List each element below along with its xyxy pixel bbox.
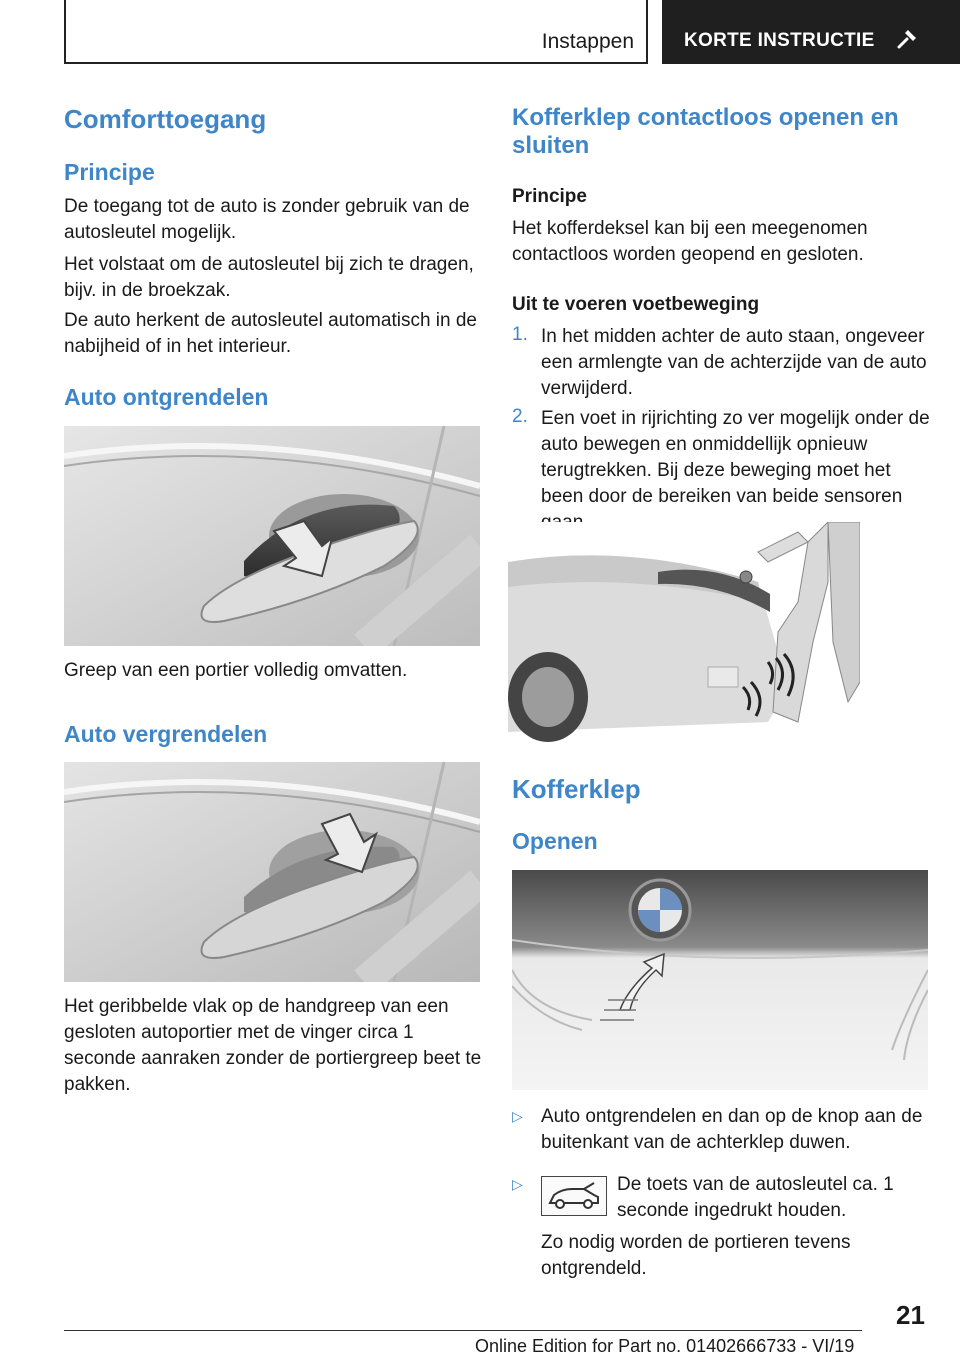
foot-gesture-image xyxy=(508,522,860,742)
header-chapter-label: KORTE INSTRUCTIE xyxy=(684,30,875,51)
unlock-caption: Greep van een portier volledig omvatten. xyxy=(64,660,408,681)
tailgate-contactless-title: Kofferklep contactloos openen en sluiten xyxy=(512,104,899,159)
step-number-1: 1. xyxy=(512,324,528,345)
principle-paragraph-2: Het volstaat om de autosleutel bij zich te dragen, bijv. in de broekzak. xyxy=(64,254,474,301)
tailgate-principle-heading: Principe xyxy=(512,186,587,207)
step-number-2: 2. xyxy=(512,406,528,427)
comfort-access-title: Comforttoegang xyxy=(64,104,267,134)
lock-heading: Auto vergrendelen xyxy=(64,721,268,747)
header-chapter-tab xyxy=(662,0,960,64)
step-text-1: In het midden achter de auto staan, ongeveer een armlengte van de achterzijde van de auto verwijderd. xyxy=(541,326,927,399)
kofferklep-title: Kofferklep xyxy=(512,774,641,804)
lock-caption: Het geribbelde vlak op de handgreep van een gesloten autoportier met de vinger circa 1 seconde aanraken zonder de portiergreep beet te pakken. xyxy=(64,996,482,1095)
foot-movement-heading: Uit te voeren voetbeweging xyxy=(512,294,760,315)
tailgate-button-image xyxy=(512,870,928,1090)
principle-paragraph-3: De auto herkent de autosleutel automatisch in de nabijheid of in het interieur. xyxy=(64,310,477,357)
open-heading: Openen xyxy=(512,828,598,854)
bullet-text-2: De toets van de autosleutel ca. 1 seconde ingedrukt houden. xyxy=(617,1174,894,1221)
bullet-2-note: Zo nodig worden de portieren tevens ontgrendeld. xyxy=(541,1232,851,1279)
principle-heading: Principe xyxy=(64,159,155,185)
tailgate-principle-text: Het kofferdeksel kan bij een meegenomen contactloos worden geopend en gesloten. xyxy=(512,218,868,265)
car-key-tailgate-icon xyxy=(541,1176,607,1216)
header-section-tab xyxy=(64,0,648,64)
bullet-triangle-2: ▷ xyxy=(512,1176,523,1192)
header-section-label: Instappen xyxy=(541,30,634,53)
page-number: 21 xyxy=(896,1300,925,1330)
bullet-triangle-1: ▷ xyxy=(512,1108,523,1124)
footer-edition: Online Edition for Part no. 01402666733 - VI/19 xyxy=(475,1336,855,1356)
bullet-text-1: Auto ontgrendelen en dan op de knop aan de buitenkant van de achterklep duwen. xyxy=(541,1106,923,1153)
door-handle-lock-image xyxy=(64,762,480,982)
principle-paragraph-1: De toegang tot de auto is zonder gebruik van de autosleutel mogelijk. xyxy=(64,196,470,243)
quick-guide-icon xyxy=(894,26,920,52)
footer-divider xyxy=(64,1330,862,1331)
step-text-2: Een voet in rijrichting zo ver mogelijk onder de auto bewegen en onmiddellijk opnieuw terugtrekken. Bij deze beweging moet het been door de bereiken van beide sensoren xyxy=(541,408,930,507)
unlock-heading: Auto ontgrendelen xyxy=(64,384,269,410)
door-handle-unlock-image xyxy=(64,426,480,646)
